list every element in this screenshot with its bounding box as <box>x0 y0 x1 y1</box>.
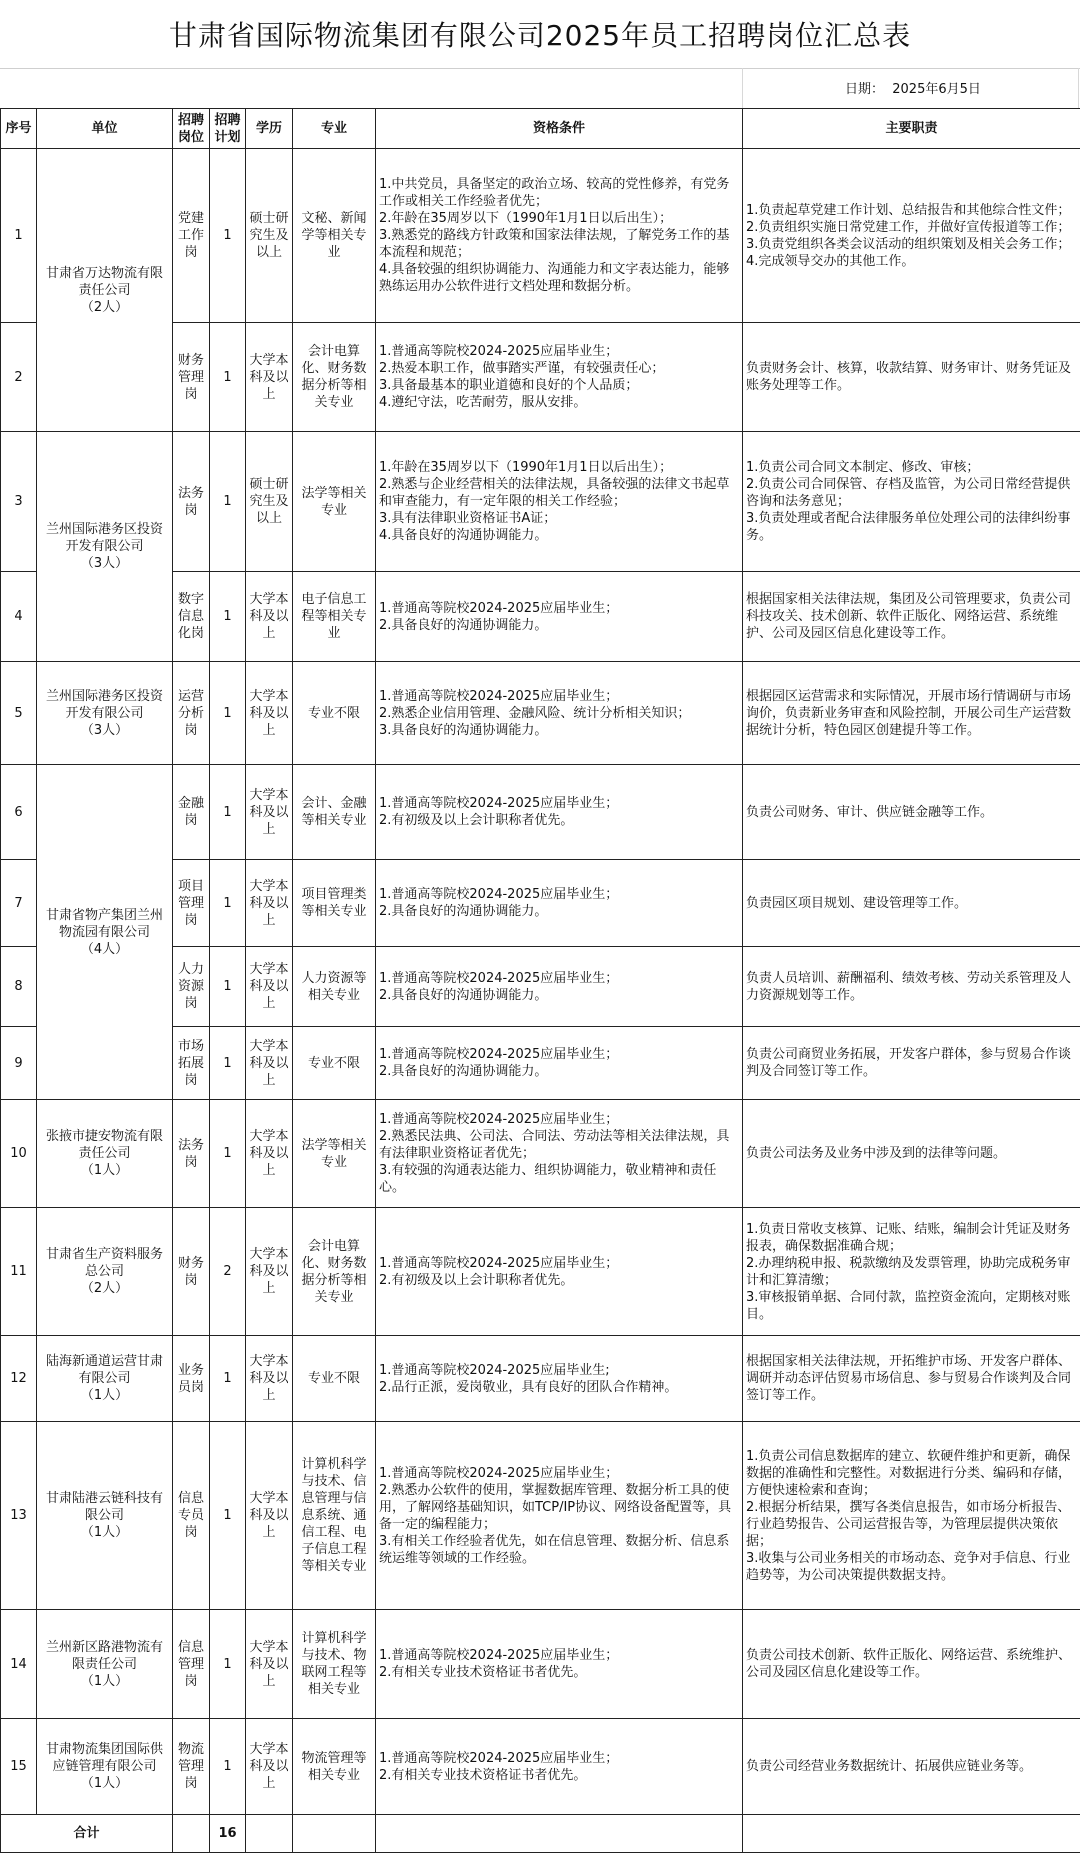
header-post: 招聘岗位 <box>173 109 210 149</box>
major-cell: 计算机科学与技术、物联网工程等相关专业 <box>293 1610 376 1719</box>
plan-cell: 1 <box>210 572 246 662</box>
edu-cell: 大学本科及以上 <box>246 947 293 1027</box>
req-cell: 1.中共党员，具备坚定的政治立场、较高的党性修养，有党务工作或相关工作经验者优先； 2.年龄在35周岁以下（1990年1月1日以后出生）； 3.熟悉党的路线方针政策和国家法律法规，了解党务工作的基本流程和规范； 4.具备较强的组织协调能力、沟通能力和文字表达能力，能够熟练运用办公软件进行文档处理和数据分析。 <box>376 149 743 323</box>
post-cell: 法务岗 <box>173 432 210 572</box>
table-row <box>1 765 1080 860</box>
major-cell: 人力资源等相关专业 <box>293 947 376 1027</box>
table-row <box>1 1336 1080 1422</box>
post-cell: 业务员岗 <box>173 1336 210 1422</box>
unit-cell: 甘肃省万达物流有限责任公司 （2人） <box>37 149 173 432</box>
post-cell: 信息管理岗 <box>173 1610 210 1719</box>
req-cell: 1.普通高等院校2024-2025应届毕业生； 2.有相关专业技术资格证书者优先。 <box>376 1610 743 1719</box>
row-no: 7 <box>1 860 37 947</box>
table-row <box>1 1208 1080 1336</box>
plan-cell: 1 <box>210 947 246 1027</box>
row-no: 8 <box>1 947 37 1027</box>
plan-cell: 1 <box>210 1027 246 1100</box>
total-label: 合计 <box>1 1815 173 1853</box>
major-cell: 文秘、新闻学等相关专业 <box>293 149 376 323</box>
edu-cell: 大学本科及以上 <box>246 1719 293 1815</box>
plan-cell: 1 <box>210 662 246 765</box>
edu-cell: 大学本科及以上 <box>246 662 293 765</box>
post-cell: 运营分析岗 <box>173 662 210 765</box>
req-cell: 1.普通高等院校2024-2025应届毕业生； 2.具备良好的沟通协调能力。 <box>376 572 743 662</box>
req-cell: 1.普通高等院校2024-2025应届毕业生； 2.熟悉企业信用管理、金融风险、统计分析相关知识； 3.具备良好的沟通协调能力。 <box>376 662 743 765</box>
req-cell: 1.普通高等院校2024-2025应届毕业生； 2.熟悉民法典、公司法、合同法、劳动法等相关法律法规，具有法律职业资格证者优先； 3.有较强的沟通表达能力、组织协调能力，敬业精神和责任心。 <box>376 1100 743 1208</box>
major-cell: 物流管理等相关专业 <box>293 1719 376 1815</box>
req-cell: 1.普通高等院校2024-2025应届毕业生; 2.品行正派，爱岗敬业，具有良好的团队合作精神。 <box>376 1336 743 1422</box>
unit-cell: 甘肃省物产集团兰州物流园有限公司 （4人） <box>37 765 173 1100</box>
duty-cell: 1.负责公司合同文本制定、修改、审核； 2.负责公司合同保管、存档及监管，为公司日常经营提供咨询和法务意见； 3.负责处理或者配合法律服务单位处理公司的法律纠纷事务。 <box>743 432 1080 572</box>
total-empty <box>173 1815 210 1853</box>
major-cell: 法学等相关专业 <box>293 1100 376 1208</box>
row-no: 12 <box>1 1336 37 1422</box>
req-cell: 1.普通高等院校2024-2025应届毕业生； 2.具备良好的沟通协调能力。 <box>376 1027 743 1100</box>
post-cell: 人力资源岗 <box>173 947 210 1027</box>
major-cell: 项目管理类等相关专业 <box>293 860 376 947</box>
post-cell: 财务岗 <box>173 1208 210 1336</box>
total-empty <box>376 1815 743 1853</box>
duty-cell: 负责公司财务、审计、供应链金融等工作。 <box>743 765 1080 860</box>
edu-cell: 大学本科及以上 <box>246 572 293 662</box>
duty-cell: 负责公司经营业务数据统计、拓展供应链业务等。 <box>743 1719 1080 1815</box>
major-cell: 法学等相关专业 <box>293 432 376 572</box>
post-cell: 党建工作岗 <box>173 149 210 323</box>
total-value: 16 <box>210 1815 246 1853</box>
total-empty <box>743 1815 1080 1853</box>
table-row <box>1 1610 1080 1719</box>
plan-cell: 1 <box>210 1100 246 1208</box>
table-row <box>1 1100 1080 1208</box>
duty-cell: 负责公司商贸业务拓展，开发客户群体，参与贸易合作谈判及合同签订等工作。 <box>743 1027 1080 1100</box>
row-no: 3 <box>1 432 37 572</box>
req-cell: 1.普通高等院校2024-2025应届毕业生； 2.有初级及以上会计职称者优先。 <box>376 1208 743 1336</box>
major-cell: 会计电算化、财务数据分析等相关专业 <box>293 323 376 432</box>
total-empty <box>246 1815 293 1853</box>
post-cell: 市场拓展岗 <box>173 1027 210 1100</box>
plan-cell: 1 <box>210 323 246 432</box>
post-cell: 法务岗 <box>173 1100 210 1208</box>
edu-cell: 大学本科及以上 <box>246 1336 293 1422</box>
table-row <box>1 662 1080 765</box>
req-cell: 1.普通高等院校2024-2025应届毕业生； 2.具备良好的沟通协调能力。 <box>376 860 743 947</box>
plan-cell: 1 <box>210 432 246 572</box>
post-cell: 项目管理岗 <box>173 860 210 947</box>
row-no: 11 <box>1 1208 37 1336</box>
duty-cell: 根据国家相关法律法规，开拓维护市场、开发客户群体、调研并动态评估贸易市场信息、参与贸易合作谈判及合同签订等工作。 <box>743 1336 1080 1422</box>
major-cell: 专业不限 <box>293 1027 376 1100</box>
duty-cell: 负责人员培训、薪酬福利、绩效考核、劳动关系管理及人力资源规划等工作。 <box>743 947 1080 1027</box>
row-no: 9 <box>1 1027 37 1100</box>
duty-cell: 负责公司技术创新、软件正版化、网络运营、系统维护、公司及园区信息化建设等工作。 <box>743 1610 1080 1719</box>
duty-cell: 1.负责公司信息数据库的建立、软硬件维护和更新，确保数据的准确性和完整性。对数据进行分类、编码和存储，方便快速检索和查询； 2.根据分析结果，撰写各类信息报告，如市场分析报告、行业趋势报告、公司运营报告等，为管理层提供决策依据； 3.收集与公司业务相关的市场动态、竞争对手信息、行业趋势等，为公司决策提供数据支持。 <box>743 1422 1080 1610</box>
duty-cell: 根据国家相关法律法规，集团及公司管理要求，负责公司科技攻关、技术创新、软件正版化、网络运营、系统维护、公司及园区信息化建设等工作。 <box>743 572 1080 662</box>
row-no: 5 <box>1 662 37 765</box>
plan-cell: 2 <box>210 1208 246 1336</box>
edu-cell: 大学本科及以上 <box>246 765 293 860</box>
plan-cell: 1 <box>210 1610 246 1719</box>
header-unit: 单位 <box>37 109 173 149</box>
major-cell: 专业不限 <box>293 1336 376 1422</box>
plan-cell: 1 <box>210 1422 246 1610</box>
duty-cell: 1.负责日常收支核算、记账、结账，编制会计凭证及财务报表，确保数据准确合规； 2.办理纳税申报、税款缴纳及发票管理，协助完成税务审计和汇算清缴； 3.审核报销单据、合同付款，监控资金流向，定期核对账目。 <box>743 1208 1080 1336</box>
date-label: 日期： 2025年6月5日 <box>845 81 981 97</box>
duty-cell: 负责财务会计、核算，收款结算、财务审计、财务凭证及账务处理等工作。 <box>743 323 1080 432</box>
post-cell: 信息专员岗 <box>173 1422 210 1610</box>
unit-cell: 甘肃物流集团国际供应链管理有限公司 （1人） <box>37 1719 173 1815</box>
duty-cell: 根据园区运营需求和实际情况，开展市场行情调研与市场询价，负责新业务审查和风险控制，开展公司生产运营数据统计分析，特色园区创建提升等工作。 <box>743 662 1080 765</box>
plan-cell: 1 <box>210 765 246 860</box>
edu-cell: 硕士研究生及以上 <box>246 432 293 572</box>
edu-cell: 大学本科及以上 <box>246 1610 293 1719</box>
edu-cell: 大学本科及以上 <box>246 860 293 947</box>
major-cell: 计算机科学与技术、信息管理与信息系统、通信工程、电子信息工程等相关专业 <box>293 1422 376 1610</box>
table-row <box>1 1422 1080 1610</box>
req-cell: 1.普通高等院校2024-2025应届毕业生； 2.有相关专业技术资格证书者优先。 <box>376 1719 743 1815</box>
unit-cell: 兰州国际港务区投资开发有限公司 （3人） <box>37 662 173 765</box>
plan-cell: 1 <box>210 1719 246 1815</box>
major-cell: 电子信息工程等相关专业 <box>293 572 376 662</box>
total-empty <box>293 1815 376 1853</box>
row-no: 4 <box>1 572 37 662</box>
unit-cell: 甘肃陆港云链科技有限公司 （1人） <box>37 1422 173 1610</box>
page-title: 甘肃省国际物流集团有限公司2025年员工招聘岗位汇总表 <box>168 19 912 52</box>
req-cell: 1.普通高等院校2024-2025应届毕业生； 2.有初级及以上会计职称者优先。 <box>376 765 743 860</box>
req-cell: 1.普通高等院校2024-2025应届毕业生； 2.熟悉办公软件的使用，掌握数据库管理、数据分析工具的使用，了解网络基础知识，如TCP/IP协议、网络设备配置等，具备一定的编程能力； 3.有相关工作经验者优先，如在信息管理、数据分析、信息系统运维等领域的工作经验。 <box>376 1422 743 1610</box>
edu-cell: 硕士研究生及以上 <box>246 149 293 323</box>
post-cell: 数字信息化岗 <box>173 572 210 662</box>
table-row <box>1 149 1080 323</box>
table-row <box>1 1719 1080 1815</box>
header-duty: 主要职责 <box>743 109 1080 149</box>
row-no: 6 <box>1 765 37 860</box>
row-no: 1 <box>1 149 37 323</box>
duty-cell: 1.负责起草党建工作计划、总结报告和其他综合性文件； 2.负责组织实施日常党建工作，并做好宣传报道等工作； 3.负责党组织各类会议活动的组织策划及相关会务工作； 4.完成领导交办的其他工作。 <box>743 149 1080 323</box>
recruitment-table <box>0 108 1080 1853</box>
unit-cell: 甘肃省生产资料服务总公司 （2人） <box>37 1208 173 1336</box>
duty-cell: 负责园区项目规划、建设管理等工作。 <box>743 860 1080 947</box>
unit-cell: 张掖市捷安物流有限责任公司 （1人） <box>37 1100 173 1208</box>
table-row <box>1 432 1080 572</box>
unit-cell: 兰州国际港务区投资开发有限公司 （3人） <box>37 432 173 662</box>
post-cell: 财务管理岗 <box>173 323 210 432</box>
post-cell: 物流管理岗 <box>173 1719 210 1815</box>
plan-cell: 1 <box>210 860 246 947</box>
row-no: 2 <box>1 323 37 432</box>
post-cell: 金融岗 <box>173 765 210 860</box>
edu-cell: 大学本科及以上 <box>246 1100 293 1208</box>
plan-cell: 1 <box>210 149 246 323</box>
req-cell: 1.普通高等院校2024-2025应届毕业生； 2.热爱本职工作，做事踏实严谨，有较强责任心； 3.具备最基本的职业道德和良好的个人品质； 4.遵纪守法，吃苦耐劳，服从安排。 <box>376 323 743 432</box>
req-cell: 1.普通高等院校2024-2025应届毕业生； 2.具备良好的沟通协调能力。 <box>376 947 743 1027</box>
edu-cell: 大学本科及以上 <box>246 1027 293 1100</box>
header-no: 序号 <box>1 109 37 149</box>
major-cell: 会计、金融等相关专业 <box>293 765 376 860</box>
header-edu: 学历 <box>246 109 293 149</box>
duty-cell: 负责公司法务及业务中涉及到的法律等问题。 <box>743 1100 1080 1208</box>
row-no: 14 <box>1 1610 37 1719</box>
edu-cell: 大学本科及以上 <box>246 323 293 432</box>
header-req: 资格条件 <box>376 109 743 149</box>
edu-cell: 大学本科及以上 <box>246 1422 293 1610</box>
header-row <box>1 109 1080 149</box>
row-no: 10 <box>1 1100 37 1208</box>
major-cell: 专业不限 <box>293 662 376 765</box>
total-row <box>1 1815 1080 1853</box>
plan-cell: 1 <box>210 1336 246 1422</box>
header-major: 专业 <box>293 109 376 149</box>
row-no: 15 <box>1 1719 37 1815</box>
header-plan: 招聘计划 <box>210 109 246 149</box>
major-cell: 会计电算化、财务数据分析等相关专业 <box>293 1208 376 1336</box>
req-cell: 1.年龄在35周岁以下（1990年1月1日以后出生）； 2.熟悉与企业经营相关的法律法规，具备较强的法律文书起草和审查能力，有一定年限的相关工作经验； 3.具有法律职业资格证书A证； 4.具备良好的沟通协调能力。 <box>376 432 743 572</box>
edu-cell: 大学本科及以上 <box>246 1208 293 1336</box>
unit-cell: 陆海新通道运营甘肃有限公司 （1人） <box>37 1336 173 1422</box>
unit-cell: 兰州新区路港物流有限责任公司 （1人） <box>37 1610 173 1719</box>
row-no: 13 <box>1 1422 37 1610</box>
